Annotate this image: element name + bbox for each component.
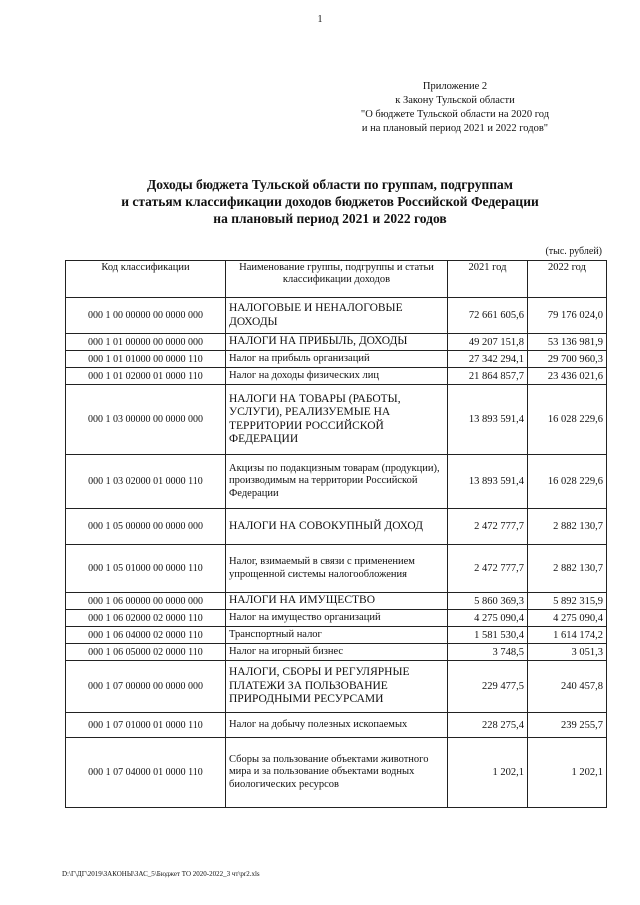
appendix-header	[330, 80, 580, 136]
value-2021-cell: 21 864 857,7	[448, 368, 528, 385]
value-2021-cell: 3 748,5	[448, 644, 528, 661]
code-cell: 000 1 06 02000 02 0000 110	[66, 610, 226, 627]
document-title	[60, 176, 600, 227]
code-cell: 000 1 03 00000 00 0000 000	[66, 385, 226, 455]
table-body	[66, 298, 607, 808]
code-cell: 000 1 07 01000 01 0000 110	[66, 713, 226, 738]
code-cell: 000 1 01 00000 00 0000 000	[66, 334, 226, 351]
value-2022-cell: 1 202,1	[528, 738, 607, 808]
name-cell: НАЛОГИ НА ПРИБЫЛЬ, ДОХОДЫ	[226, 334, 448, 351]
title-line: на плановый период 2021 и 2022 годов	[213, 211, 447, 226]
value-2022-cell: 3 051,3	[528, 644, 607, 661]
table-header-row	[66, 261, 607, 298]
appendix-line: к Закону Тульской области	[395, 95, 515, 106]
code-cell: 000 1 05 01000 00 0000 110	[66, 545, 226, 593]
name-cell: Налог на доходы физических лиц	[226, 368, 448, 385]
name-cell: Транспортный налог	[226, 627, 448, 644]
appendix-line: Приложение 2	[422, 81, 488, 92]
table-row	[66, 610, 607, 627]
revenue-table	[65, 260, 607, 808]
name-cell: Сборы за пользование объектами животного мира и за пользование объектами водных биологических ресурсов	[226, 738, 448, 808]
value-2021-cell: 2 472 777,7	[448, 509, 528, 545]
value-2021-cell: 27 342 294,1	[448, 351, 528, 368]
value-2022-cell: 2 882 130,7	[528, 509, 607, 545]
value-2021-cell: 49 207 151,8	[448, 334, 528, 351]
appendix-line: "О бюджете Тульской области на 2020 год	[360, 109, 550, 120]
value-2022-cell: 5 892 315,9	[528, 593, 607, 610]
value-2021-cell: 228 275,4	[448, 713, 528, 738]
table-row	[66, 661, 607, 713]
value-2022-cell: 79 176 024,0	[528, 298, 607, 334]
table-row	[66, 298, 607, 334]
code-cell: 000 1 01 02000 01 0000 110	[66, 368, 226, 385]
code-cell: 000 1 07 00000 00 0000 000	[66, 661, 226, 713]
value-2021-cell: 13 893 591,4	[448, 455, 528, 509]
value-2022-cell: 4 275 090,4	[528, 610, 607, 627]
table-row	[66, 713, 607, 738]
table-row	[66, 368, 607, 385]
table-row	[66, 455, 607, 509]
name-cell: НАЛОГИ, СБОРЫ И РЕГУЛЯРНЫЕ ПЛАТЕЖИ ЗА ПОЛЬЗОВАНИЕ ПРИРОДНЫМИ РЕСУРСАМИ	[226, 661, 448, 713]
table-row	[66, 509, 607, 545]
table-row	[66, 351, 607, 368]
table-row	[66, 593, 607, 610]
header-2021: 2021 год	[448, 261, 528, 298]
name-cell: Акцизы по подакцизным товарам (продукции), производимым на территории Российской Федерации	[226, 455, 448, 509]
value-2021-cell: 2 472 777,7	[448, 545, 528, 593]
value-2021-cell: 4 275 090,4	[448, 610, 528, 627]
value-2021-cell: 72 661 605,6	[448, 298, 528, 334]
value-2021-cell: 13 893 591,4	[448, 385, 528, 455]
value-2021-cell: 229 477,5	[448, 661, 528, 713]
value-2022-cell: 240 457,8	[528, 661, 607, 713]
name-cell: Налог, взимаемый в связи с применением упрощенной системы налогообложения	[226, 545, 448, 593]
value-2022-cell: 2 882 130,7	[528, 545, 607, 593]
value-2022-cell: 53 136 981,9	[528, 334, 607, 351]
title-line: и статьям классификации доходов бюджетов Российской Федерации	[121, 194, 539, 209]
units-label: (тыс. рублей)	[545, 246, 602, 257]
value-2021-cell: 5 860 369,3	[448, 593, 528, 610]
code-cell: 000 1 06 05000 02 0000 110	[66, 644, 226, 661]
header-name: Наименование группы, подгруппы и статьи классификации доходов	[226, 261, 448, 298]
value-2021-cell: 1 581 530,4	[448, 627, 528, 644]
header-code: Код классификации	[66, 261, 226, 298]
value-2022-cell: 23 436 021,6	[528, 368, 607, 385]
code-cell: 000 1 03 02000 01 0000 110	[66, 455, 226, 509]
name-cell: НАЛОГИ НА ИМУЩЕСТВО	[226, 593, 448, 610]
table-row	[66, 334, 607, 351]
value-2022-cell: 1 614 174,2	[528, 627, 607, 644]
name-cell: Налог на имущество организаций	[226, 610, 448, 627]
value-2022-cell: 16 028 229,6	[528, 455, 607, 509]
code-cell: 000 1 01 01000 00 0000 110	[66, 351, 226, 368]
table-row	[66, 627, 607, 644]
header-2022: 2022 год	[528, 261, 607, 298]
code-cell: 000 1 06 00000 00 0000 000	[66, 593, 226, 610]
value-2021-cell: 1 202,1	[448, 738, 528, 808]
name-cell: Налог на игорный бизнес	[226, 644, 448, 661]
name-cell: НАЛОГИ НА СОВОКУПНЫЙ ДОХОД	[226, 509, 448, 545]
code-cell: 000 1 05 00000 00 0000 000	[66, 509, 226, 545]
name-cell: НАЛОГИ НА ТОВАРЫ (РАБОТЫ, УСЛУГИ), РЕАЛИЗУЕМЫЕ НА ТЕРРИТОРИИ РОССИЙСКОЙ ФЕДЕРАЦИИ	[226, 385, 448, 455]
code-cell: 000 1 06 04000 02 0000 110	[66, 627, 226, 644]
table-row	[66, 385, 607, 455]
name-cell: НАЛОГОВЫЕ И НЕНАЛОГОВЫЕ ДОХОДЫ	[226, 298, 448, 334]
appendix-line: и на плановый период 2021 и 2022 годов"	[361, 123, 549, 134]
value-2022-cell: 29 700 960,3	[528, 351, 607, 368]
table-row	[66, 738, 607, 808]
name-cell: Налог на добычу полезных ископаемых	[226, 713, 448, 738]
code-cell: 000 1 00 00000 00 0000 000	[66, 298, 226, 334]
title-line: Доходы бюджета Тульской области по группам, подгруппам	[147, 177, 513, 192]
code-cell: 000 1 07 04000 01 0000 110	[66, 738, 226, 808]
name-cell: Налог на прибыль организаций	[226, 351, 448, 368]
table-row	[66, 545, 607, 593]
page-number: 1	[317, 14, 323, 25]
table-row	[66, 644, 607, 661]
footer-file-path: D:\Г\ДГ\2019\ЗАКОНЫ\ЗАС_5\Бюджет ТО 2020-2022_3 чт\pr2.xls	[62, 870, 260, 878]
value-2022-cell: 16 028 229,6	[528, 385, 607, 455]
value-2022-cell: 239 255,7	[528, 713, 607, 738]
